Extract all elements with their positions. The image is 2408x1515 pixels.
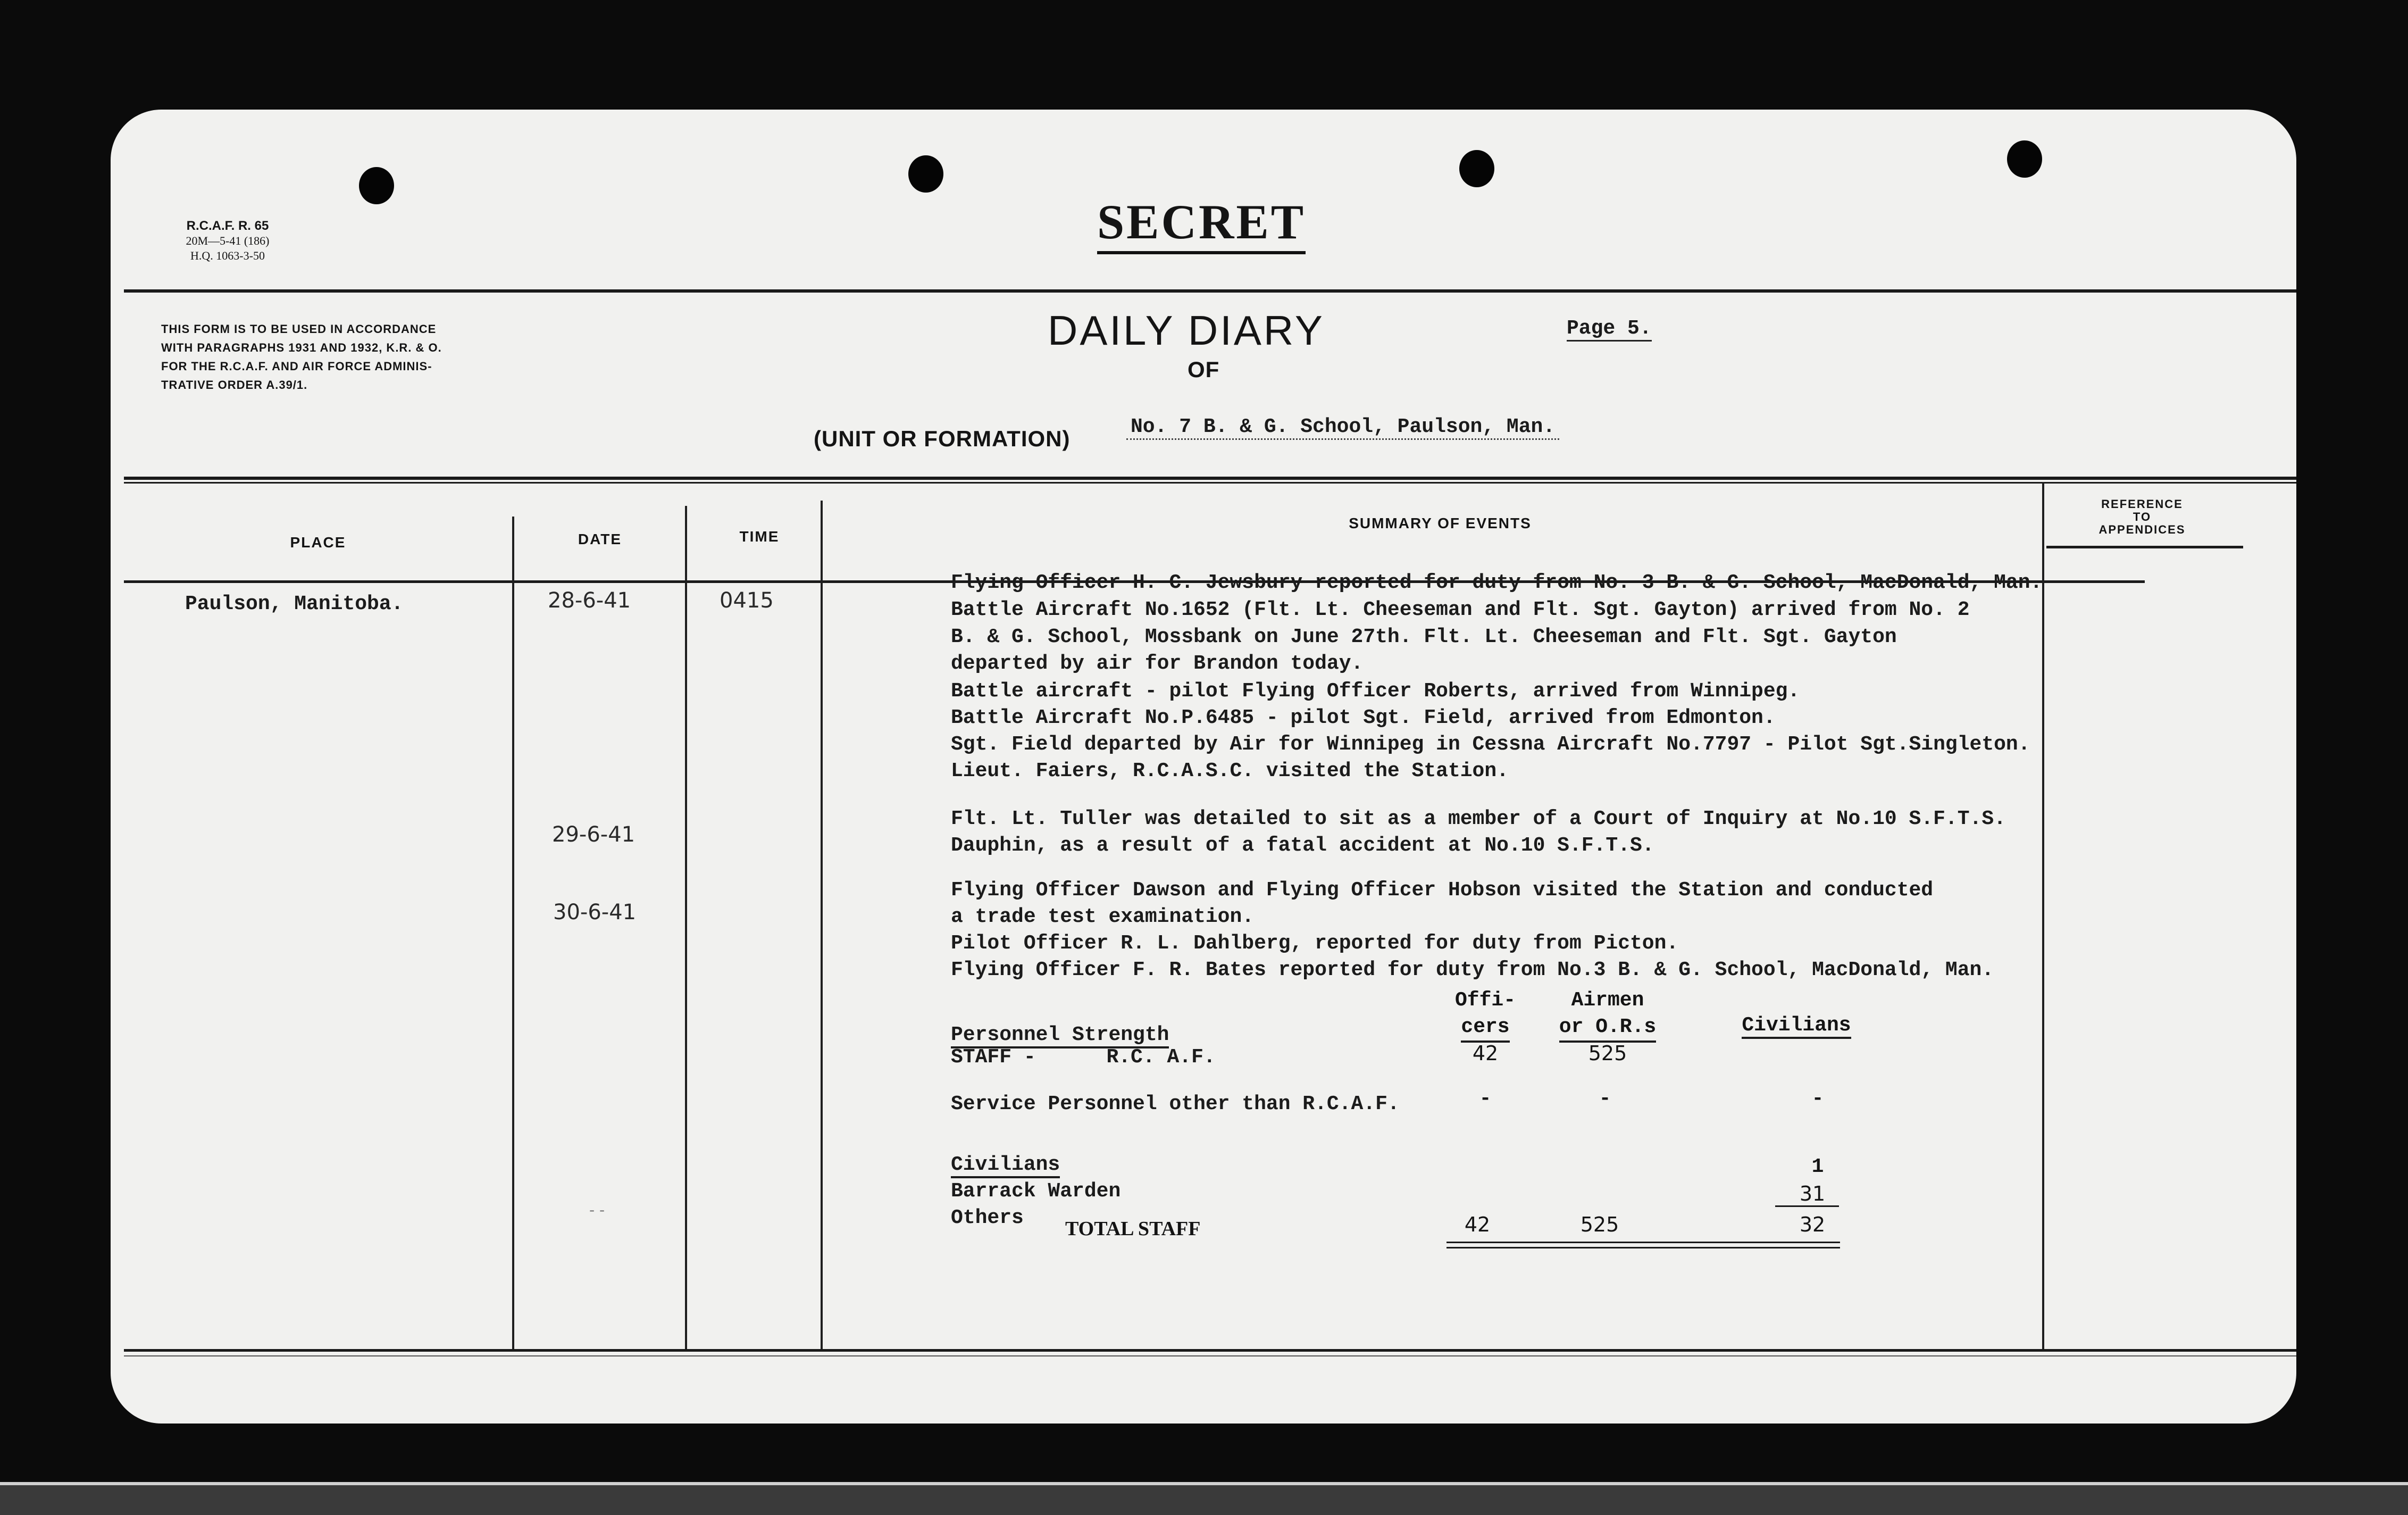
punch-hole	[359, 167, 394, 204]
summary-line: Pilot Officer R. L. Dahlberg, reported for duty from Picton.	[951, 932, 1679, 955]
header-rule	[124, 289, 2296, 293]
summary-line: Battle Aircraft No.1652 (Flt. Lt. Cheeseman and Flt. Sgt. Gayton) arrived from No. 2	[951, 598, 1970, 621]
column-header-time: TIME	[739, 528, 780, 545]
scan-edge-line	[0, 1482, 2408, 1485]
strength-heading: Personnel Strength	[951, 1023, 1169, 1046]
summary-line: Flying Officer H. C. Jewsbury reported for duty from No. 3 B. & G. School, MacDonald, Man.	[951, 571, 2043, 594]
service-personnel-label: Service Personnel other than R.C.A.F.	[951, 1093, 1400, 1116]
staff-label: STAFF - R.C. A.F.	[951, 1046, 1216, 1069]
diary-sheet	[111, 110, 2296, 1424]
staff-officers: 42	[1472, 1042, 1499, 1065]
table-top-rule-2	[124, 482, 2296, 484]
summary-line: a trade test examination.	[951, 905, 1255, 928]
time-entry: 0415	[720, 588, 774, 613]
summary-line: departed by air for Brandon today.	[951, 652, 1364, 675]
total-underline-2	[1447, 1247, 1840, 1248]
page-number: Page 5.	[1567, 317, 1652, 342]
summary-line: Sgt. Field departed by Air for Winnipeg in Cessna Aircraft No.7797 - Pilot Sgt.Singleton.	[951, 733, 2030, 756]
summary-line: Dauphin, as a result of a fatal accident at No.10 S.F.T.S.	[951, 834, 1654, 857]
total-airmen: 525	[1580, 1213, 1619, 1236]
column-header-reference: REFERENCE TO APPENDICES	[2098, 497, 2186, 536]
place-value: Paulson, Manitoba.	[185, 593, 404, 615]
date-dash-mark: - -	[589, 1201, 605, 1219]
barrack-warden-value: 31	[1799, 1182, 1826, 1205]
column-header-date: DATE	[578, 531, 622, 547]
column-divider	[512, 517, 514, 1349]
summary-line: B. & G. School, Mossbank on June 27th. Flt. Lt. Cheeseman and Flt. Sgt. Gayton	[951, 626, 1897, 648]
punch-hole	[2007, 140, 2042, 178]
punch-hole	[1459, 150, 1494, 187]
punch-hole	[908, 155, 943, 193]
summary-line: Battle Aircraft No.P.6485 - pilot Sgt. Field, arrived from Edmonton.	[951, 706, 1776, 729]
staff-airmen: 525	[1588, 1042, 1627, 1065]
civilians-label: Civilians	[951, 1153, 1060, 1176]
column-header-summary: SUMMARY OF EVENTS	[1349, 515, 1532, 531]
civilians-header: Civilians	[1733, 1014, 1860, 1037]
date-entry: 30-6-41	[553, 900, 637, 925]
table-bottom-rule-2	[124, 1355, 2296, 1356]
form-instructions: THIS FORM IS TO BE USED IN ACCORDANCE WITH PARAGRAPHS 1931 AND 1932, K.R. & O. FOR THE R.C.A.F. AND AIR FORCE ADMINIS- TRATIVE ORDER A.39/1.	[161, 322, 442, 392]
service-officers: -	[1479, 1087, 1492, 1110]
total-civilians: 32	[1799, 1213, 1826, 1236]
airmen-header: Airmen or O.R.s	[1546, 987, 1669, 1043]
unit-label: (UNIT OR FORMATION)	[814, 426, 1071, 451]
date-entry: 29-6-41	[552, 822, 636, 847]
summary-line: Lieut. Faiers, R.C.A.S.C. visited the Station.	[951, 760, 1509, 783]
summary-line: Flying Officer Dawson and Flying Officer Hobson visited the Station and conducted	[951, 879, 1934, 902]
service-airmen: -	[1599, 1087, 1611, 1110]
form-number: R.C.A.F. R. 65 20M—5-41 (186) H.Q. 1063-3-50	[186, 219, 270, 262]
unit-value: No. 7 B. & G. School, Paulson, Man.	[1126, 415, 1559, 440]
scan-floor	[0, 1482, 2408, 1515]
summary-line: Battle aircraft - pilot Flying Officer Roberts, arrived from Winnipeg.	[951, 680, 1800, 703]
summary-line: Flt. Lt. Tuller was detailed to sit as a member of a Court of Inquiry at No.10 S.F.T.S.	[951, 808, 2006, 830]
civilians-value: 1	[1811, 1155, 1824, 1178]
column-divider	[2042, 482, 2044, 1349]
summary-line: Flying Officer F. R. Bates reported for duty from No.3 B. & G. School, MacDonald, Man.	[951, 959, 1994, 981]
total-underline	[1447, 1242, 1840, 1243]
service-civilians: -	[1811, 1087, 1824, 1110]
table-bottom-rule	[124, 1349, 2296, 1352]
form-title-of: OF	[1188, 357, 1220, 382]
barrack-warden-label: Barrack Warden	[951, 1180, 1121, 1203]
total-rule	[1775, 1205, 1839, 1207]
others-label: Others	[951, 1206, 1024, 1229]
date-entry: 28-6-41	[548, 588, 631, 613]
officers-header: Offi- cers	[1445, 987, 1525, 1043]
reference-header-rule	[2046, 546, 2243, 548]
form-title: DAILY DIARY	[1048, 307, 1325, 354]
column-header-place: PLACE	[290, 534, 346, 551]
column-divider	[685, 506, 687, 1349]
table-top-rule	[124, 477, 2296, 480]
total-officers: 42	[1464, 1213, 1491, 1236]
column-divider	[821, 501, 823, 1349]
classification-stamp: SECRET	[1097, 194, 1306, 254]
total-staff-label: TOTAL STAFF	[1065, 1218, 1201, 1240]
